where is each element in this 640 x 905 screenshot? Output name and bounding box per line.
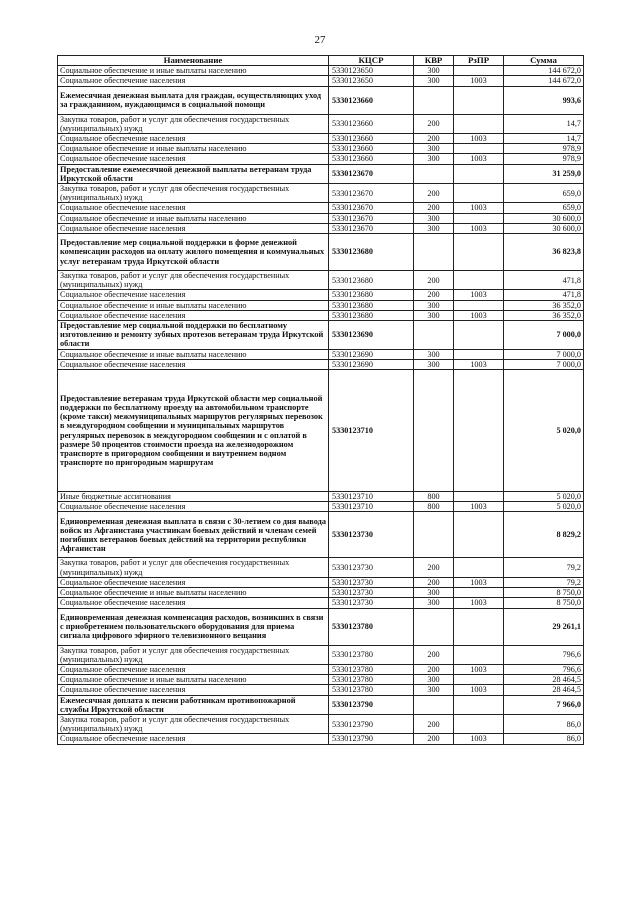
table-row (58, 714, 584, 733)
row-kvr: 300 (414, 213, 454, 223)
row-kcsr: 5330123670 (329, 213, 414, 223)
table-row (58, 349, 584, 359)
row-kvr: 300 (414, 598, 454, 608)
header-kcsr: КЦСР (329, 56, 414, 66)
row-name: Социальное обеспечение и иные выплаты населению (58, 213, 329, 223)
row-kvr: 200 (414, 734, 454, 744)
row-kvr: 300 (414, 349, 454, 359)
row-name: Социальное обеспечение населения (58, 502, 329, 512)
row-kvr: 200 (414, 577, 454, 587)
row-kcsr: 5330123660 (329, 86, 414, 114)
table-row (58, 164, 584, 183)
row-sum: 29 261,1 (504, 608, 584, 645)
row-rzpr (454, 234, 504, 271)
row-kvr: 800 (414, 502, 454, 512)
row-kcsr: 5330123660 (329, 114, 414, 133)
table-row (58, 223, 584, 233)
row-rzpr (454, 164, 504, 183)
row-rzpr: 1003 (454, 310, 504, 320)
row-name: Закупка товаров, работ и услуг для обеспечения государственных (муниципальных) нужд (58, 114, 329, 133)
row-sum: 8 750,0 (504, 588, 584, 598)
row-name: Социальное обеспечение населения (58, 203, 329, 213)
row-kcsr: 5330123780 (329, 675, 414, 685)
row-sum: 993,6 (504, 86, 584, 114)
row-rzpr (454, 512, 504, 558)
row-name: Социальное обеспечение населения (58, 290, 329, 300)
row-kvr: 800 (414, 492, 454, 502)
row-kvr: 200 (414, 645, 454, 664)
row-sum: 659,0 (504, 203, 584, 213)
row-kcsr: 5330123680 (329, 290, 414, 300)
row-sum: 7 000,0 (504, 321, 584, 350)
row-kcsr: 5330123730 (329, 512, 414, 558)
table-row (58, 370, 584, 492)
row-name: Социальное обеспечение населения (58, 664, 329, 674)
row-kcsr: 5330123790 (329, 734, 414, 744)
row-kvr: 300 (414, 300, 454, 310)
row-kvr: 300 (414, 359, 454, 369)
row-sum: 144 672,0 (504, 76, 584, 86)
row-kvr: 300 (414, 588, 454, 598)
table-row (58, 66, 584, 76)
row-kcsr: 5330123650 (329, 66, 414, 76)
row-kvr: 300 (414, 685, 454, 695)
row-name: Предоставление мер социальной поддержки по бесплатному изготовлению и ремонту зубных протезов ветеранам труда Иркутской области (58, 321, 329, 350)
row-sum: 28 464,5 (504, 685, 584, 695)
row-rzpr: 1003 (454, 203, 504, 213)
page-number: 27 (314, 34, 326, 46)
row-kvr (414, 608, 454, 645)
row-kvr (414, 512, 454, 558)
row-kcsr: 5330123660 (329, 154, 414, 164)
row-rzpr (454, 492, 504, 502)
row-rzpr: 1003 (454, 664, 504, 674)
table-row (58, 577, 584, 587)
row-rzpr (454, 144, 504, 154)
row-rzpr (454, 300, 504, 310)
row-name: Социальное обеспечение населения (58, 734, 329, 744)
table-row (58, 734, 584, 744)
row-kcsr: 5330123780 (329, 664, 414, 674)
row-kvr: 200 (414, 271, 454, 290)
row-kcsr: 5330123670 (329, 223, 414, 233)
row-name: Закупка товаров, работ и услуг для обеспечения государственных (муниципальных) нужд (58, 271, 329, 290)
row-name: Социальное обеспечение и иные выплаты населению (58, 349, 329, 359)
row-rzpr (454, 588, 504, 598)
row-rzpr: 1003 (454, 577, 504, 587)
row-kvr: 200 (414, 203, 454, 213)
row-name: Социальное обеспечение населения (58, 134, 329, 144)
row-sum: 30 600,0 (504, 223, 584, 233)
table-body (58, 66, 584, 744)
row-name: Единовременная денежная компенсация расходов, возникших в связи с приобретением пользовательского оборудования для приема сигнала цифрового эфирного телевизионного вещания (58, 608, 329, 645)
row-rzpr: 1003 (454, 685, 504, 695)
row-kcsr: 5330123670 (329, 203, 414, 213)
table-row (58, 271, 584, 290)
row-kvr: 200 (414, 290, 454, 300)
row-kcsr: 5330123730 (329, 598, 414, 608)
row-kvr: 200 (414, 114, 454, 133)
row-kvr: 300 (414, 675, 454, 685)
table-row (58, 588, 584, 598)
table-row (58, 213, 584, 223)
row-kcsr: 5330123660 (329, 144, 414, 154)
row-rzpr (454, 86, 504, 114)
row-sum: 14,7 (504, 134, 584, 144)
row-rzpr (454, 714, 504, 733)
row-rzpr (454, 66, 504, 76)
table-row (58, 664, 584, 674)
table-row (58, 359, 584, 369)
row-sum: 144 672,0 (504, 66, 584, 76)
row-rzpr (454, 114, 504, 133)
row-rzpr (454, 184, 504, 203)
row-name: Социальное обеспечение населения (58, 685, 329, 695)
table-row (58, 645, 584, 664)
row-sum: 79,2 (504, 558, 584, 577)
row-rzpr: 1003 (454, 154, 504, 164)
row-kvr (414, 321, 454, 350)
row-kvr (414, 695, 454, 714)
row-kcsr: 5330123780 (329, 608, 414, 645)
row-name: Социальное обеспечение населения (58, 359, 329, 369)
row-kvr: 200 (414, 714, 454, 733)
row-name: Закупка товаров, работ и услуг для обеспечения государственных (муниципальных) нужд (58, 714, 329, 733)
table-row (58, 114, 584, 133)
table-header-row (58, 56, 584, 66)
table-row (58, 234, 584, 271)
row-name: Предоставление ежемесячной денежной выплаты ветеранам труда Иркутской области (58, 164, 329, 183)
row-rzpr (454, 271, 504, 290)
row-sum: 7 000,0 (504, 349, 584, 359)
row-kcsr: 5330123710 (329, 370, 414, 492)
row-kcsr: 5330123670 (329, 184, 414, 203)
row-sum: 7 000,0 (504, 359, 584, 369)
row-kcsr: 5330123650 (329, 76, 414, 86)
row-sum: 36 352,0 (504, 300, 584, 310)
table-row (58, 502, 584, 512)
table-row (58, 134, 584, 144)
row-sum: 8 829,2 (504, 512, 584, 558)
row-name: Социальное обеспечение и иные выплаты населению (58, 588, 329, 598)
row-kcsr: 5330123780 (329, 685, 414, 695)
row-rzpr: 1003 (454, 290, 504, 300)
row-rzpr (454, 645, 504, 664)
row-sum: 36 352,0 (504, 310, 584, 320)
row-kvr (414, 234, 454, 271)
row-sum: 5 020,0 (504, 492, 584, 502)
row-kcsr: 5330123680 (329, 271, 414, 290)
row-sum: 86,0 (504, 714, 584, 733)
row-kcsr: 5330123730 (329, 588, 414, 598)
row-name: Ежемесячная доплата к пенсии работникам противопожарной службы Иркутской области (58, 695, 329, 714)
row-name: Социальное обеспечение населения (58, 598, 329, 608)
row-rzpr: 1003 (454, 76, 504, 86)
row-name: Социальное обеспечение и иные выплаты населению (58, 144, 329, 154)
table-row (58, 598, 584, 608)
row-kvr: 300 (414, 76, 454, 86)
budget-table (57, 55, 584, 745)
row-kcsr: 5330123670 (329, 164, 414, 183)
row-kcsr: 5330123690 (329, 359, 414, 369)
row-sum: 471,8 (504, 290, 584, 300)
row-rzpr (454, 349, 504, 359)
table-row (58, 86, 584, 114)
row-kvr: 200 (414, 134, 454, 144)
row-name: Социальное обеспечение и иные выплаты населению (58, 300, 329, 310)
row-name: Социальное обеспечение населения (58, 577, 329, 587)
row-rzpr (454, 675, 504, 685)
row-sum: 5 020,0 (504, 502, 584, 512)
row-name: Иные бюджетные ассигнования (58, 492, 329, 502)
row-name: Закупка товаров, работ и услуг для обеспечения государственных (муниципальных) нужд (58, 645, 329, 664)
table-row (58, 608, 584, 645)
row-sum: 5 020,0 (504, 370, 584, 492)
row-sum: 796,6 (504, 664, 584, 674)
row-rzpr (454, 695, 504, 714)
table-row (58, 492, 584, 502)
row-kcsr: 5330123690 (329, 349, 414, 359)
row-sum: 28 464,5 (504, 675, 584, 685)
row-kvr: 300 (414, 144, 454, 154)
row-name: Закупка товаров, работ и услуг для обеспечения государственных (муниципальных) нужд (58, 184, 329, 203)
header-kvr: КВР (414, 56, 454, 66)
row-name: Социальное обеспечение и иные выплаты населению (58, 675, 329, 685)
row-sum: 796,6 (504, 645, 584, 664)
header-rzpr: РзПР (454, 56, 504, 66)
row-kvr (414, 370, 454, 492)
header-sum: Сумма (504, 56, 584, 66)
row-sum: 978,9 (504, 144, 584, 154)
table-row (58, 184, 584, 203)
row-kcsr: 5330123680 (329, 234, 414, 271)
table-row (58, 685, 584, 695)
table-row (58, 675, 584, 685)
row-kvr: 200 (414, 664, 454, 674)
row-name: Закупка товаров, работ и услуг для обеспечения государственных (муниципальных) нужд (58, 558, 329, 577)
row-kvr: 200 (414, 558, 454, 577)
table-row (58, 154, 584, 164)
row-rzpr (454, 558, 504, 577)
row-kcsr: 5330123690 (329, 321, 414, 350)
row-kvr: 200 (414, 184, 454, 203)
table-row (58, 300, 584, 310)
table-row (58, 203, 584, 213)
table-row (58, 144, 584, 154)
row-kvr (414, 86, 454, 114)
row-name: Социальное обеспечение населения (58, 223, 329, 233)
row-kcsr: 5330123730 (329, 577, 414, 587)
row-name: Социальное обеспечение и иные выплаты населению (58, 66, 329, 76)
row-kvr: 300 (414, 310, 454, 320)
row-kcsr: 5330123660 (329, 134, 414, 144)
table-row (58, 310, 584, 320)
table-row (58, 290, 584, 300)
header-name: Наименование (58, 56, 329, 66)
row-kvr: 300 (414, 154, 454, 164)
table-row (58, 512, 584, 558)
row-name: Социальное обеспечение населения (58, 154, 329, 164)
row-sum: 36 823,8 (504, 234, 584, 271)
row-kvr: 300 (414, 223, 454, 233)
row-kcsr: 5330123780 (329, 645, 414, 664)
row-rzpr (454, 213, 504, 223)
row-name: Социальное обеспечение населения (58, 310, 329, 320)
row-sum: 31 259,0 (504, 164, 584, 183)
row-kcsr: 5330123680 (329, 310, 414, 320)
row-kvr: 300 (414, 66, 454, 76)
row-rzpr: 1003 (454, 502, 504, 512)
row-sum: 659,0 (504, 184, 584, 203)
row-kcsr: 5330123710 (329, 492, 414, 502)
row-kcsr: 5330123790 (329, 695, 414, 714)
row-sum: 86,0 (504, 734, 584, 744)
table-row (58, 76, 584, 86)
row-name: Предоставление ветеранам труда Иркутской области мер социальной поддержки по бесплатному проезду на автомобильном транспорте (кроме такси) межмуниципальных маршрутов регулярных перевозок в междугородном сообщении и муниципальных маршрутов регулярных перевозок в междугородном сообщении и с оплатой в размере 50 процентов стоимости проезда на железнодорожном транспорте в пригородном сообщении и внутреннем водном транспорте по пригородным маршрутам (58, 370, 329, 492)
row-kcsr: 5330123710 (329, 502, 414, 512)
row-rzpr: 1003 (454, 734, 504, 744)
table-row (58, 321, 584, 350)
row-sum: 30 600,0 (504, 213, 584, 223)
row-rzpr (454, 370, 504, 492)
row-rzpr: 1003 (454, 598, 504, 608)
row-name: Единовременная денежная выплата в связи с 30-летием со дня вывода войск из Афганистана участникам боевых действий и членам семей погибших ветеранов боевых действий на территории республики Афганистан (58, 512, 329, 558)
row-kvr (414, 164, 454, 183)
row-sum: 471,8 (504, 271, 584, 290)
row-sum: 7 966,0 (504, 695, 584, 714)
row-rzpr: 1003 (454, 223, 504, 233)
row-name: Социальное обеспечение населения (58, 76, 329, 86)
table-row (58, 695, 584, 714)
table-row (58, 558, 584, 577)
row-rzpr (454, 321, 504, 350)
row-sum: 14,7 (504, 114, 584, 133)
row-kcsr: 5330123680 (329, 300, 414, 310)
row-kcsr: 5330123790 (329, 714, 414, 733)
row-rzpr (454, 608, 504, 645)
row-sum: 978,9 (504, 154, 584, 164)
row-name: Предоставление мер социальной поддержки в форме денежной компенсации расходов на оплату жилого помещения и коммунальных услуг ветеранам труда Иркутской области (58, 234, 329, 271)
row-name: Ежемесячная денежная выплата для граждан, осуществляющих уход за гражданином, нуждающимся в социальной помощи (58, 86, 329, 114)
row-sum: 79,2 (504, 577, 584, 587)
row-rzpr: 1003 (454, 359, 504, 369)
row-sum: 8 750,0 (504, 598, 584, 608)
row-rzpr: 1003 (454, 134, 504, 144)
row-kcsr: 5330123730 (329, 558, 414, 577)
